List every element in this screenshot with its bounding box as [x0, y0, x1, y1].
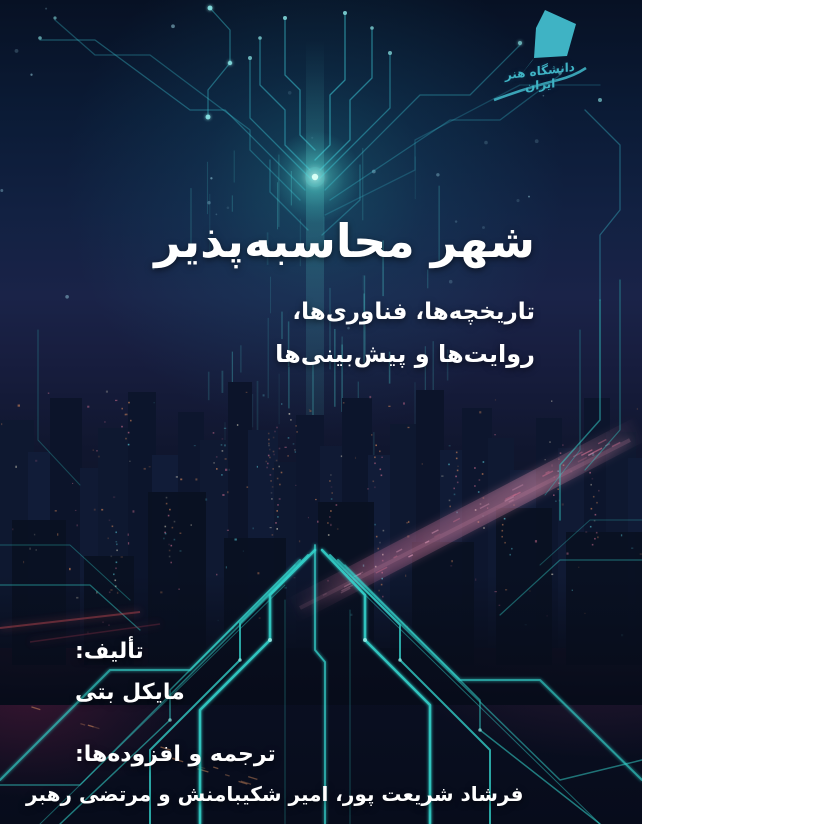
glow-node [305, 167, 325, 187]
translators-label: ترجمه و افزوده‌ها: [75, 742, 276, 767]
translators-names: فرشاد شریعت پور، امیر شکیبامنش و مرتضی رهبر [26, 782, 524, 806]
publisher-logo [486, 4, 596, 116]
book-subtitle-line2: روایت‌ها و پیش‌بینی‌ها [275, 340, 535, 368]
publisher-name: دانشگاه هنر ایران [504, 59, 575, 94]
author-label: تألیف: [75, 639, 144, 664]
page-white-margin [642, 0, 824, 824]
book-title: شهر محاسبه‌پذیر [154, 214, 535, 268]
book-subtitle-line1: تاریخچه‌ها، فناوری‌ها، [292, 299, 535, 325]
author-name: مایکل بتی [75, 680, 185, 705]
constellation-dots [0, 8, 544, 330]
